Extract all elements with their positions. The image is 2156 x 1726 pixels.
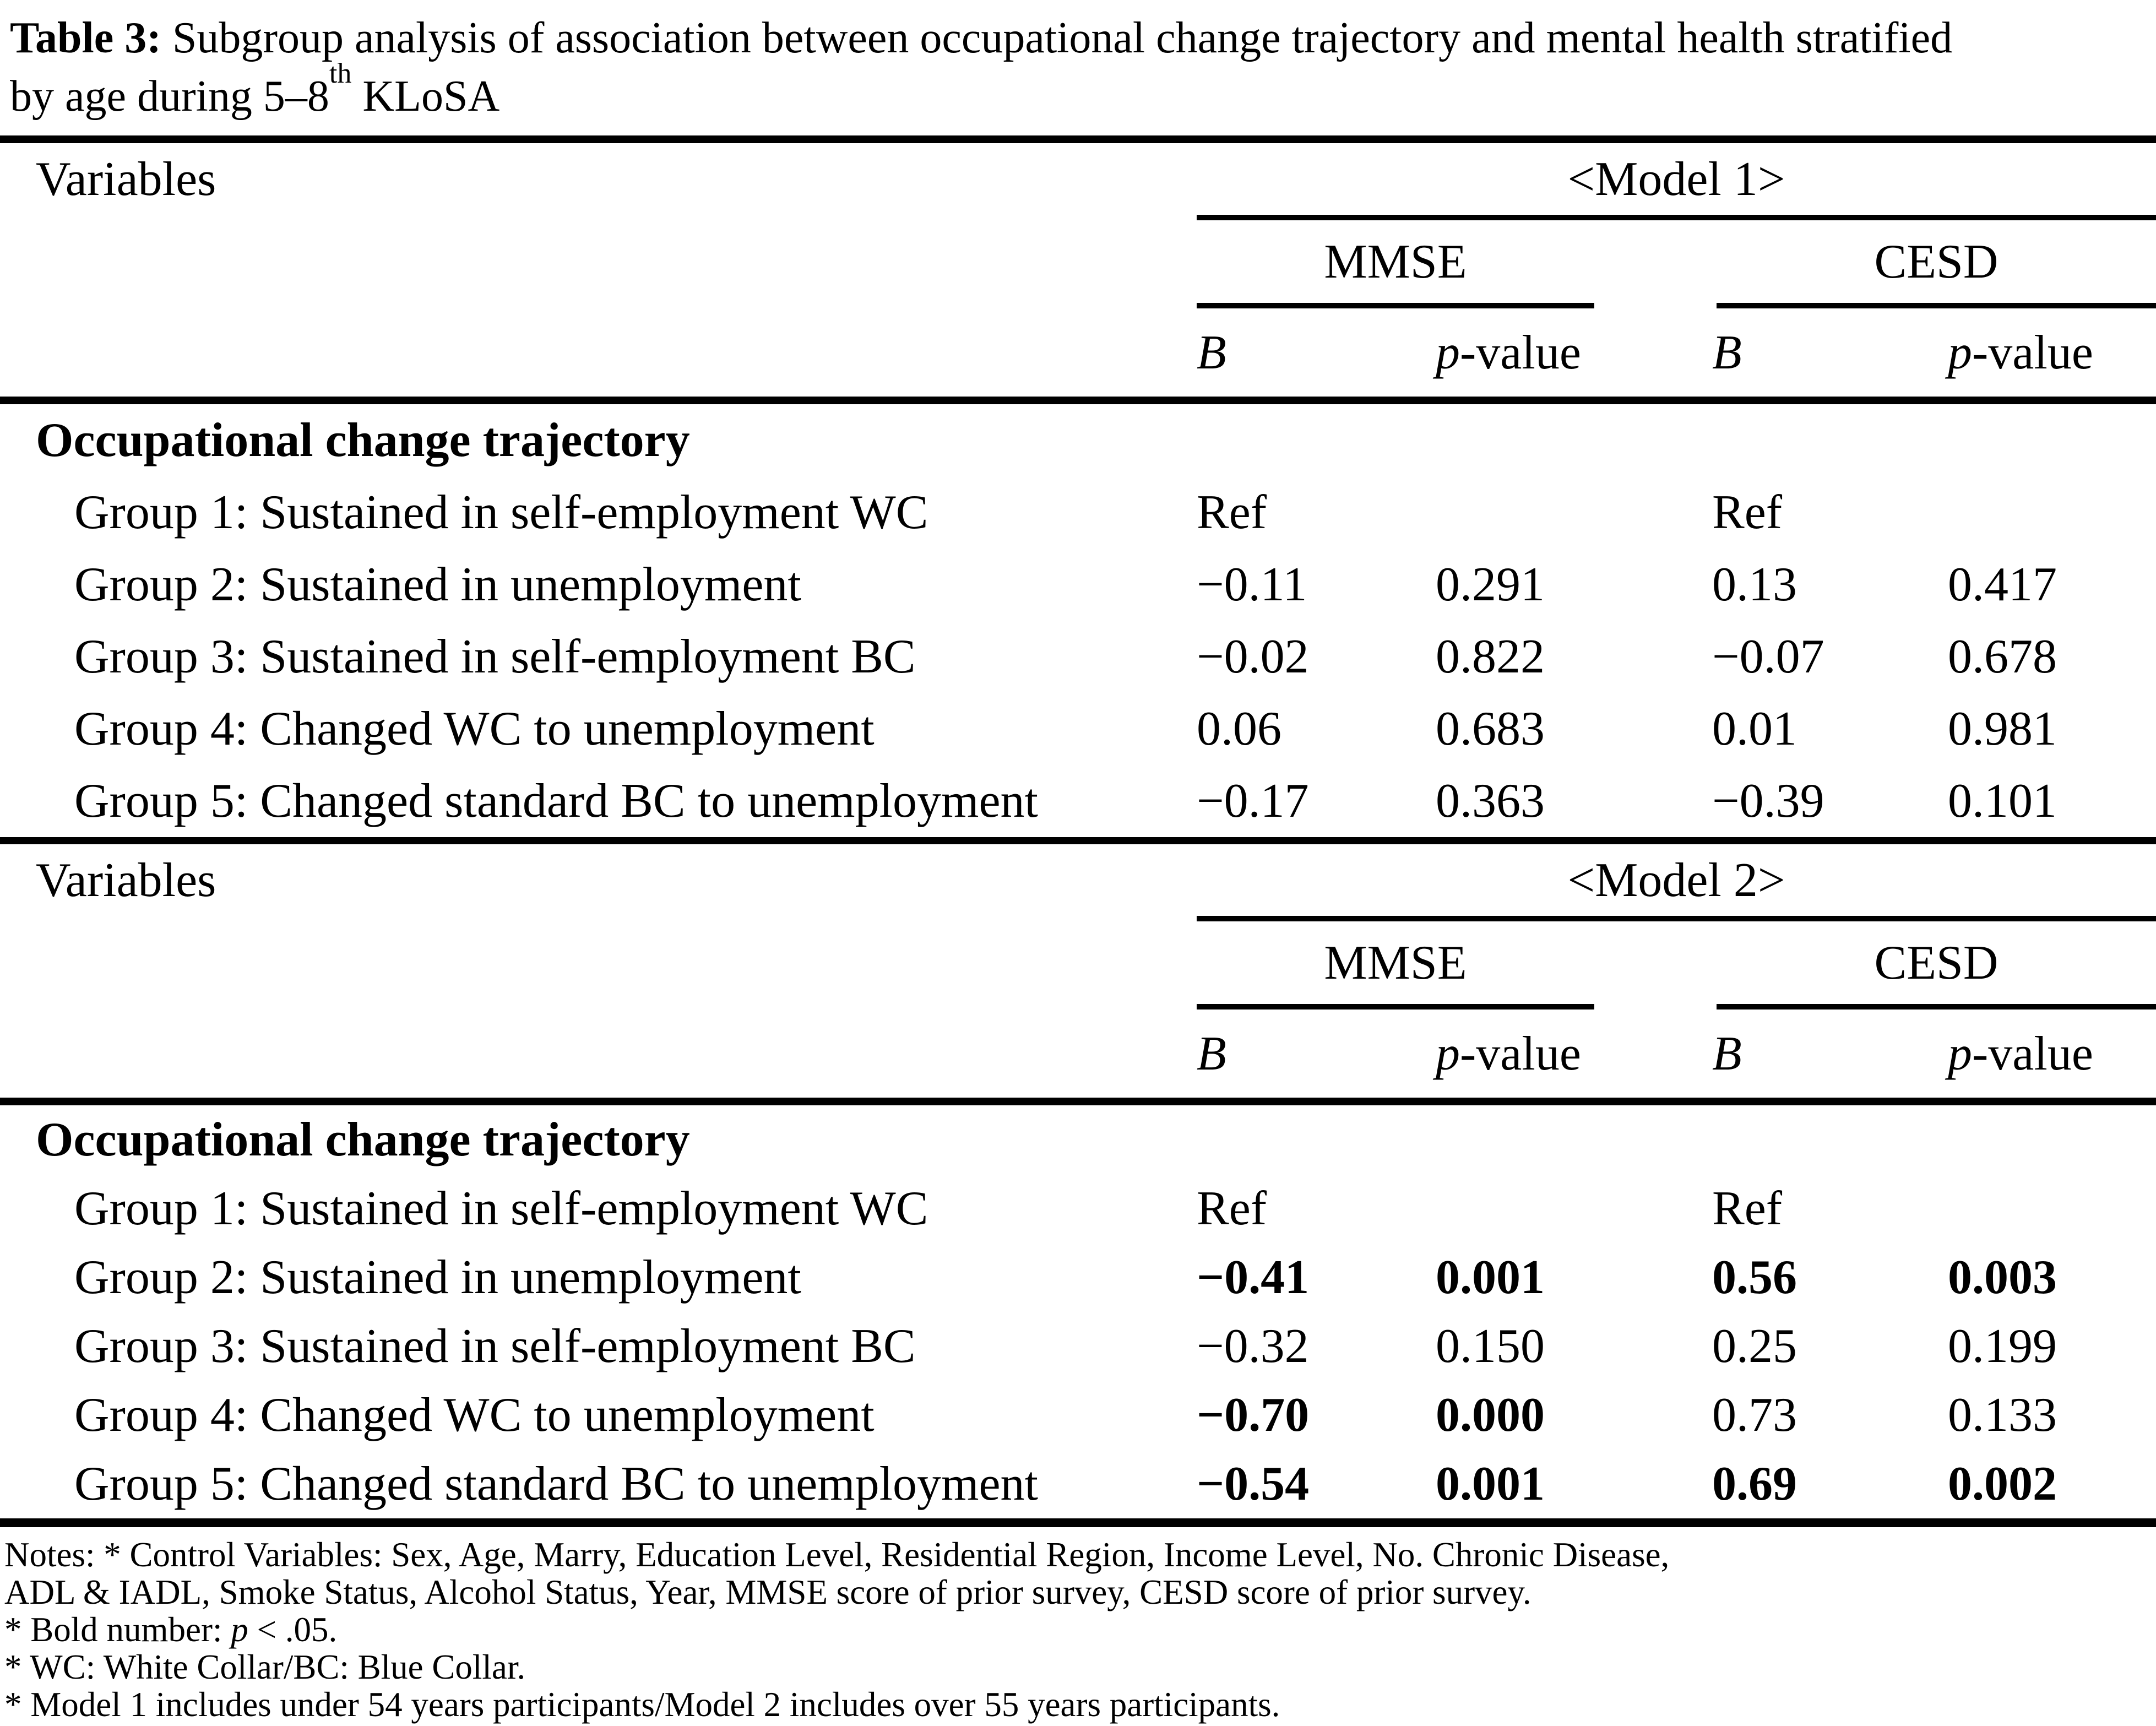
value-cell: 0.25 (1712, 1320, 1797, 1373)
table-row (0, 549, 2156, 621)
section-title: Occupational change trajectory (36, 1113, 690, 1166)
model1-title: <Model 1> (1567, 152, 1785, 206)
row-label: Group 1: Sustained in self-employment WC (74, 486, 928, 539)
value-cell: 0.822 (1436, 630, 1545, 683)
model1-header-row (0, 143, 2156, 215)
table-notes (0, 1527, 2156, 1723)
model2-title: <Model 2> (1567, 853, 1785, 907)
notes-line-control-vars-1: Notes: * Control Variables: Sex, Age, Marry, Education Level, Residential Region, Income Level, No. Chronic Disease, (4, 1535, 1670, 1574)
table-number: Table 3: (10, 14, 161, 62)
row-label: Group 2: Sustained in unemployment (74, 1251, 801, 1304)
column-header-pvalue-mmse: p-value (1436, 325, 1581, 379)
column-header-pvalue-mmse: p-value (1436, 1027, 1581, 1081)
table-row (0, 476, 2156, 549)
row-label: Group 1: Sustained in self-employment WC (74, 1182, 928, 1235)
table-caption (0, 0, 2156, 126)
notes-line-models: * Model 1 includes under 54 years participants/Model 2 includes over 55 years participants. (4, 1685, 1280, 1724)
table-top-rule (0, 135, 2156, 143)
column-header-b-mmse: B (1197, 325, 1226, 379)
model2-subheader-rules (0, 1004, 2156, 1009)
column-header-b-cesd: B (1712, 325, 1742, 379)
row-label: Group 4: Changed WC to unemployment (74, 702, 875, 756)
cesd-rule (1717, 303, 2156, 308)
model1-subheader-row (0, 220, 2156, 303)
model1-stat-header-row (0, 308, 2156, 397)
value-cell: 0.13 (1712, 558, 1797, 611)
value-cell: Ref (1712, 1182, 1783, 1235)
notes-line-wc-bc: * WC: White Collar/BC: Blue Collar. (4, 1648, 526, 1686)
value-cell: 0.002 (1948, 1457, 2057, 1511)
model2-header-bottom-rule (0, 1098, 2156, 1105)
value-cell: 0.003 (1948, 1251, 2057, 1304)
model2-body (0, 1105, 2156, 1518)
value-cell: 0.417 (1948, 558, 2057, 611)
value-cell: 0.001 (1436, 1457, 1545, 1511)
value-cell: −0.11 (1197, 558, 1307, 611)
table-row (0, 1450, 2156, 1518)
model2-subheader-row (0, 921, 2156, 1004)
table-row (0, 1381, 2156, 1450)
value-cell: 0.69 (1712, 1457, 1797, 1511)
column-header-cesd: CESD (1874, 235, 1998, 289)
table-row (0, 1174, 2156, 1243)
value-cell: 0.001 (1436, 1251, 1545, 1304)
model1-header-bottom-rule (0, 397, 2156, 404)
model1-body (0, 404, 2156, 837)
section-separator-rule (0, 837, 2156, 844)
table-row (0, 1243, 2156, 1312)
table-row (0, 765, 2156, 837)
mmse-rule (1197, 1004, 1594, 1009)
row-label: Group 5: Changed standard BC to unemployment (74, 774, 1038, 828)
column-header-cesd: CESD (1874, 936, 1998, 990)
value-cell: 0.291 (1436, 558, 1545, 611)
caption-text: Subgroup analysis of association between occupational change trajectory and mental health stratified (161, 14, 1953, 62)
row-label: Group 5: Changed standard BC to unemployment (74, 1457, 1038, 1511)
caption-line-2: by age during 5–8th KLoSA (10, 57, 500, 121)
table-bottom-rule (0, 1518, 2156, 1527)
value-cell: Ref (1197, 486, 1267, 539)
cesd-rule (1717, 1004, 2156, 1009)
model2-stat-header-row (0, 1009, 2156, 1098)
column-header-b-mmse: B (1197, 1027, 1226, 1081)
value-cell: 0.150 (1436, 1320, 1545, 1373)
value-cell: −0.02 (1197, 630, 1309, 683)
value-cell: 0.01 (1712, 702, 1797, 756)
value-cell: 0.199 (1948, 1320, 2057, 1373)
value-cell: 0.73 (1712, 1388, 1797, 1442)
model1-subheader-rules (0, 303, 2156, 308)
value-cell: 0.683 (1436, 702, 1545, 756)
value-cell: 0.678 (1948, 630, 2057, 683)
value-cell: 0.000 (1436, 1388, 1545, 1442)
value-cell: 0.101 (1948, 774, 2057, 828)
column-header-mmse: MMSE (1324, 936, 1467, 990)
table-row (0, 621, 2156, 693)
value-cell: Ref (1197, 1182, 1267, 1235)
section-title: Occupational change trajectory (36, 414, 690, 467)
value-cell: Ref (1712, 486, 1783, 539)
value-cell: −0.32 (1197, 1320, 1309, 1373)
value-cell: 0.363 (1436, 774, 1545, 828)
column-header-b-cesd: B (1712, 1027, 1742, 1081)
section-row (0, 404, 2156, 476)
column-header-mmse: MMSE (1324, 235, 1467, 289)
column-header-pvalue-cesd: p-value (1948, 1027, 2093, 1081)
value-cell: −0.41 (1197, 1251, 1310, 1304)
ordinal-superscript: th (329, 57, 352, 89)
value-cell: 0.133 (1948, 1388, 2057, 1442)
value-cell: 0.56 (1712, 1251, 1797, 1304)
value-cell: −0.39 (1712, 774, 1824, 828)
value-cell: −0.54 (1197, 1457, 1310, 1511)
column-header-pvalue-cesd: p-value (1948, 325, 2093, 379)
table-row (0, 1312, 2156, 1381)
model1-span-rule (1197, 215, 2156, 220)
row-label: Group 3: Sustained in self-employment BC (74, 630, 916, 683)
notes-line-control-vars-2: ADL & IADL, Smoke Status, Alcohol Status, Year, MMSE score of prior survey, CESD score of prior survey. (4, 1573, 1532, 1611)
value-cell: −0.17 (1197, 774, 1309, 828)
model2-header-row (0, 844, 2156, 916)
value-cell: 0.06 (1197, 702, 1281, 756)
notes-line-bold: * Bold number: p < .05. (4, 1610, 338, 1649)
table-row (0, 693, 2156, 765)
row-label: Group 3: Sustained in self-employment BC (74, 1320, 916, 1373)
row-label: Group 4: Changed WC to unemployment (74, 1388, 875, 1442)
row-label: Group 2: Sustained in unemployment (74, 558, 801, 611)
column-header-variables: Variables (36, 152, 216, 206)
section-row (0, 1105, 2156, 1174)
value-cell: −0.70 (1197, 1388, 1310, 1442)
value-cell: −0.07 (1712, 630, 1824, 683)
mmse-rule (1197, 303, 1594, 308)
model2-span-rule (1197, 916, 2156, 921)
value-cell: 0.981 (1948, 702, 2057, 756)
column-header-variables: Variables (36, 853, 216, 907)
